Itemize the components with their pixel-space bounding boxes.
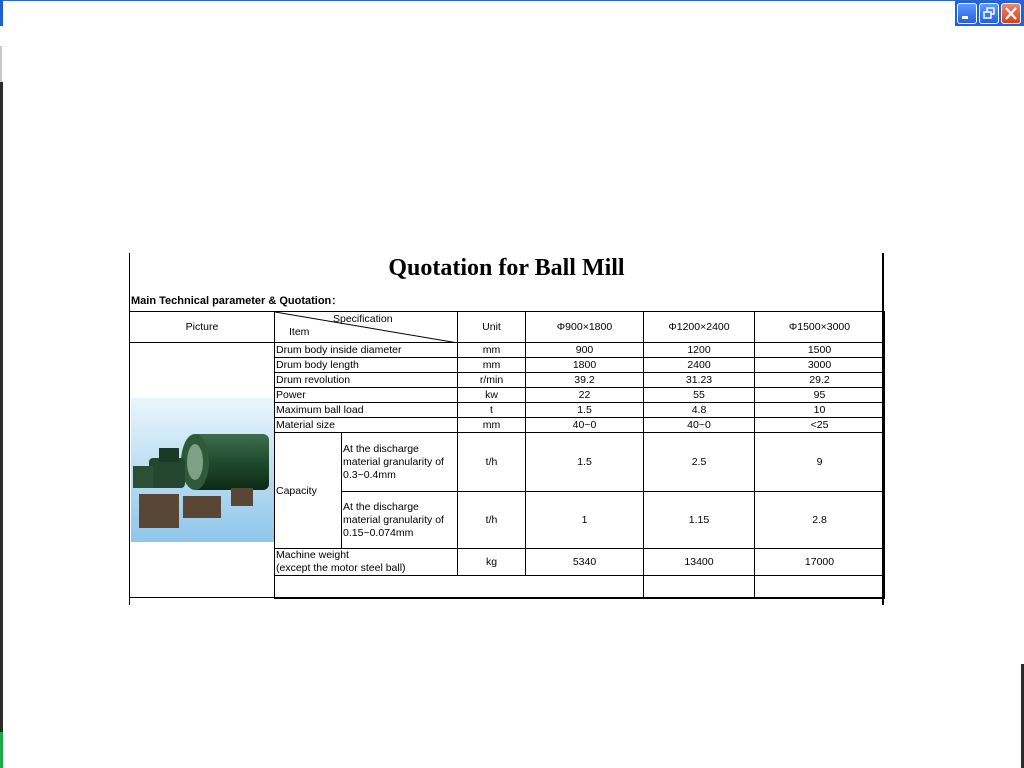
weight-item-line2: (except the motor steel ball) — [276, 562, 406, 574]
row-value-2: 40~0 — [644, 418, 755, 433]
header-model-1: Φ900×1800 — [526, 312, 644, 343]
row-value-3: 29.2 — [755, 373, 885, 388]
row-value-3: 10 — [755, 403, 885, 418]
restore-button[interactable] — [979, 3, 999, 24]
window-left-border — [0, 82, 3, 732]
weight-unit: kg — [458, 549, 526, 576]
row-value-2: 2400 — [644, 358, 755, 373]
window-controls — [955, 1, 1024, 26]
header-picture: Picture — [130, 312, 275, 343]
quotation-document — [129, 253, 884, 605]
quotation-table — [129, 311, 885, 599]
row-unit: mm — [458, 418, 526, 433]
document-title: Quotation for Ball Mill — [388, 255, 625, 281]
row-unit: r/min — [458, 373, 526, 388]
empty-cell — [275, 576, 644, 598]
weight-value-2: 13400 — [644, 549, 755, 576]
row-unit: mm — [458, 343, 526, 358]
table-row — [130, 343, 885, 358]
empty-cell — [755, 576, 885, 598]
header-specification: Specification — [333, 313, 393, 325]
capacity-value-1: 1.5 — [526, 433, 644, 492]
row-value-3: 3000 — [755, 358, 885, 373]
document-subtitle: Main Technical parameter & Quotation： — [131, 295, 343, 307]
close-button[interactable] — [1001, 3, 1021, 24]
minimize-button[interactable] — [957, 3, 977, 24]
table-header-row — [130, 312, 885, 343]
row-unit: t — [458, 403, 526, 418]
row-value-2: 1200 — [644, 343, 755, 358]
header-spec-item — [275, 312, 458, 343]
row-value-1: 1.5 — [526, 403, 644, 418]
window-left-edge-green — [0, 732, 3, 768]
capacity-condition: At the discharge material granularity of 0.3~0.4mm — [342, 433, 458, 492]
row-unit: kw — [458, 388, 526, 403]
minimize-icon — [958, 4, 976, 23]
capacity-value-3: 9 — [755, 433, 885, 492]
capacity-unit: t/h — [458, 492, 526, 549]
capacity-condition: At the discharge material granularity of 0.15~0.074mm — [342, 492, 458, 549]
window-left-edge — [0, 0, 3, 26]
row-unit: mm — [458, 358, 526, 373]
row-item: Material size — [275, 418, 458, 433]
header-unit: Unit — [458, 312, 526, 343]
row-value-3: <25 — [755, 418, 885, 433]
close-icon — [1002, 4, 1020, 23]
ball-mill-image — [131, 398, 274, 542]
row-value-1: 39.2 — [526, 373, 644, 388]
weight-item-line1: Machine weight — [276, 549, 349, 561]
row-value-2: 55 — [644, 388, 755, 403]
row-value-1: 900 — [526, 343, 644, 358]
header-item: Item — [289, 326, 310, 338]
row-item: Drum body length — [275, 358, 458, 373]
row-item: Maximum ball load — [275, 403, 458, 418]
row-value-2: 4.8 — [644, 403, 755, 418]
window-top-border — [0, 0, 1024, 1]
weight-item — [275, 549, 458, 576]
row-value-2: 31.23 — [644, 373, 755, 388]
capacity-value-3: 2.8 — [755, 492, 885, 549]
row-value-1: 22 — [526, 388, 644, 403]
row-value-3: 1500 — [755, 343, 885, 358]
capacity-label: Capacity — [275, 433, 342, 549]
picture-cell — [130, 343, 275, 598]
weight-value-1: 5340 — [526, 549, 644, 576]
restore-icon — [980, 4, 998, 23]
row-item: Power — [275, 388, 458, 403]
capacity-unit: t/h — [458, 433, 526, 492]
capacity-value-2: 2.5 — [644, 433, 755, 492]
empty-cell — [644, 576, 755, 598]
window-left-edge-grey — [0, 46, 2, 82]
header-model-2: Φ1200×2400 — [644, 312, 755, 343]
row-item: Drum body inside diameter — [275, 343, 458, 358]
row-value-3: 95 — [755, 388, 885, 403]
row-item: Drum revolution — [275, 373, 458, 388]
weight-value-3: 17000 — [755, 549, 885, 576]
header-model-3: Φ1500×3000 — [755, 312, 885, 343]
row-value-1: 1800 — [526, 358, 644, 373]
row-value-1: 40~0 — [526, 418, 644, 433]
capacity-value-2: 1.15 — [644, 492, 755, 549]
capacity-value-1: 1 — [526, 492, 644, 549]
